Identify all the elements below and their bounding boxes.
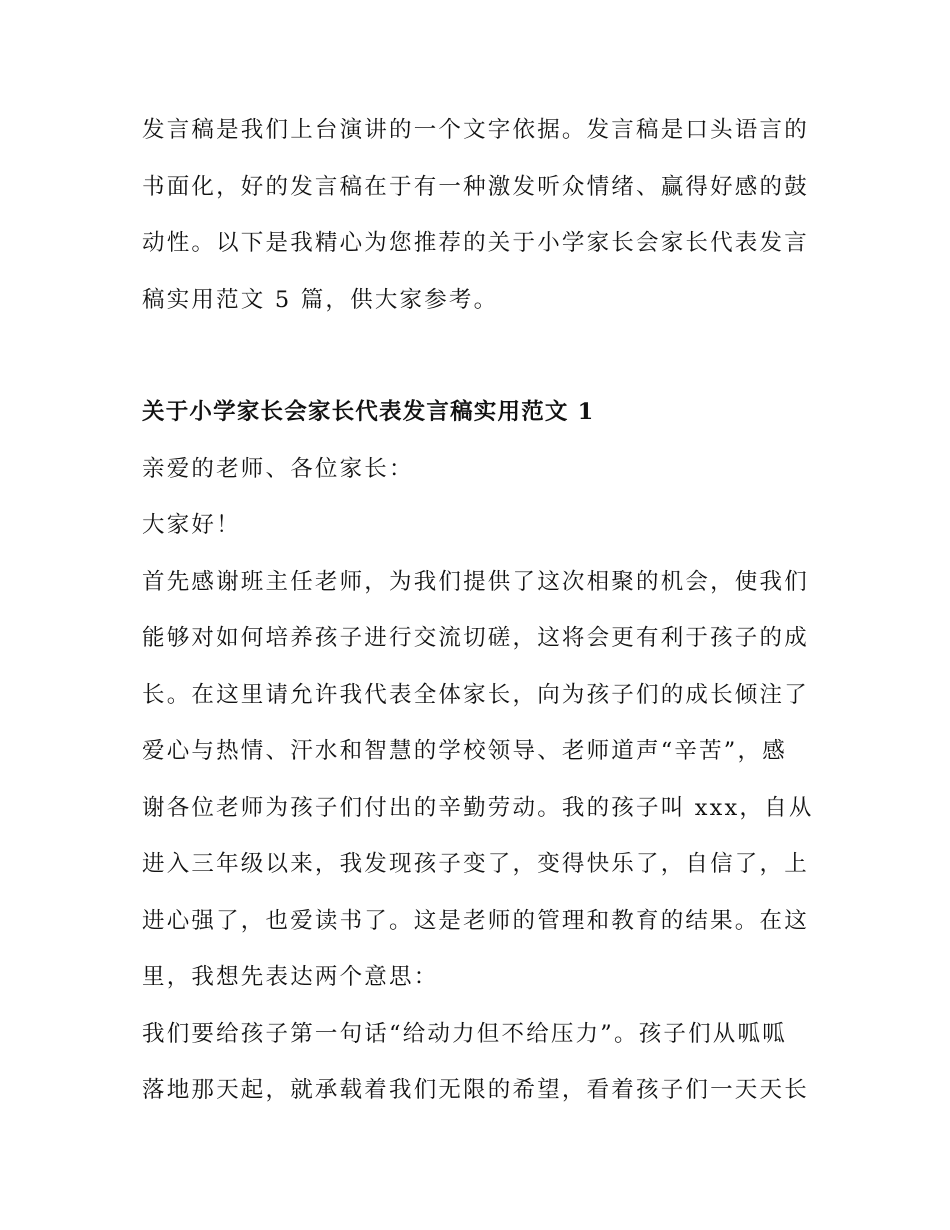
body-line: 进心强了，也爱读书了。这是老师的管理和教育的结果。在这 xyxy=(142,907,809,934)
paragraph-spacer xyxy=(142,328,812,384)
body-line: 谢各位老师为孩子们付出的辛勤劳动。我的孩子叫 xxx，自从 xyxy=(142,794,814,821)
body-line: 能够对如何培养孩子进行交流切磋，这将会更有利于孩子的成 xyxy=(142,625,809,651)
greeting: 大家好！ xyxy=(142,512,241,538)
intro-line: 书面化，好的发言稿在于有一种激发听众情绪、赢得好感的鼓 xyxy=(142,173,809,200)
article-heading: 关于小学家长会家长代表发言稿实用范文 1 xyxy=(142,399,595,425)
intro-paragraph xyxy=(142,102,812,328)
body-line: 长。在这里请允许我代表全体家长，向为孩子们的成长倾注了 xyxy=(142,681,809,708)
salutation: 亲爱的老师、各位家长： xyxy=(142,455,414,482)
intro-line: 动性。以下是我精心为您推荐的关于小学家长会家长代表发言 xyxy=(142,230,809,256)
document-content xyxy=(142,102,812,1119)
article-body xyxy=(142,554,812,1119)
intro-line: 稿实用范文 5 篇，供大家参考。 xyxy=(142,286,499,313)
body-line: 我们要给孩子第一句话“给动力但不给压力”。孩子们从呱呱 xyxy=(142,1020,787,1047)
intro-line: 发言稿是我们上台演讲的一个文字依据。发言稿是口头语言的 xyxy=(142,117,809,143)
body-line: 爱心与热情、汗水和智慧的学校领导、老师道声“辛苦”，感 xyxy=(142,738,787,764)
body-line: 首先感谢班主任老师，为我们提供了这次相聚的机会，使我们 xyxy=(142,568,809,595)
body-line: 里，我想先表达两个意思： xyxy=(142,964,439,990)
body-line: 落地那天起，就承载着我们无限的希望，看着孩子们一天天长 xyxy=(142,1077,809,1103)
body-line: 进入三年级以来，我发现孩子变了，变得快乐了，自信了，上 xyxy=(142,851,809,877)
